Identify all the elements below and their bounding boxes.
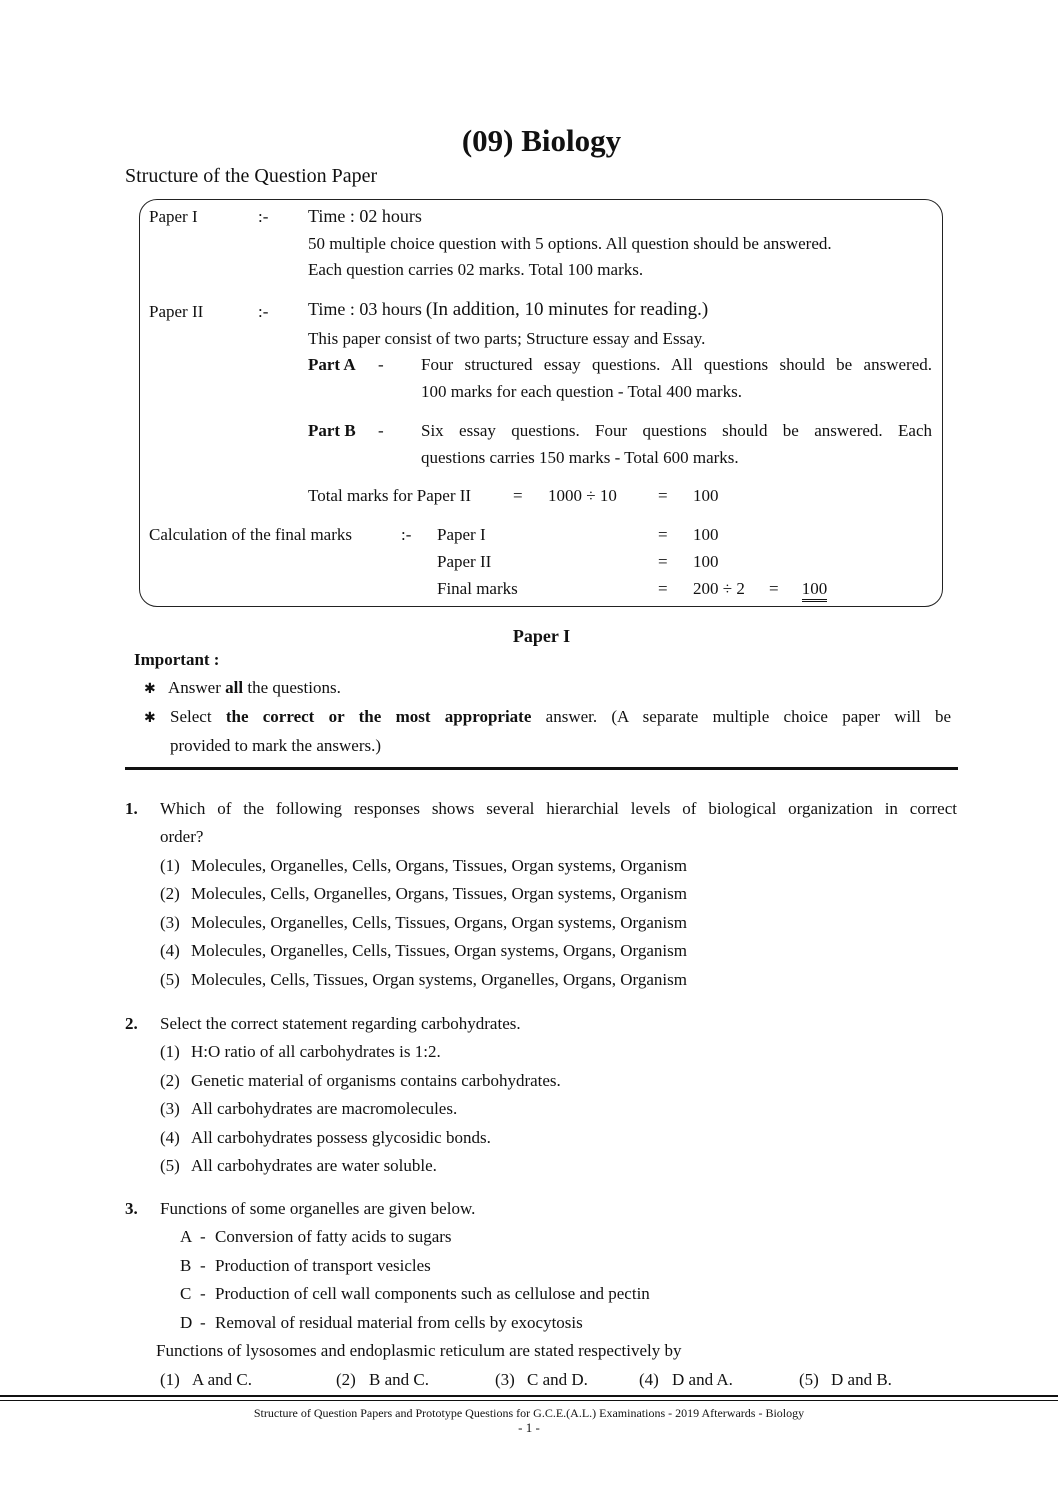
final-row-eq2: = — [769, 579, 779, 598]
option-number: (1) — [160, 1370, 180, 1389]
item-dash: - — [200, 1256, 206, 1275]
final-label: Calculation of the final marks — [149, 525, 352, 544]
section-subtitle: Structure of the Question Paper — [125, 165, 378, 187]
option-text: D and B. — [831, 1370, 892, 1389]
item-text: Production of transport vesicles — [215, 1256, 431, 1275]
option-number: (3) — [495, 1370, 515, 1389]
important-item-2-line2: provided to mark the answers.) — [170, 736, 382, 755]
bullet-icon: ✱ — [144, 711, 156, 726]
important-item-2 — [170, 707, 951, 727]
item-text: Removal of residual material from cells by exocytosis — [215, 1313, 583, 1332]
option-number: (5) — [160, 1156, 180, 1175]
option-number: (3) — [160, 1099, 180, 1118]
total-value: 100 — [693, 486, 719, 505]
paper2-label: Paper II — [149, 302, 204, 321]
paper2-time-extra: (In addition, 10 minutes for reading.) — [425, 299, 709, 320]
option-number: (1) — [160, 856, 180, 875]
question-number: 2. — [125, 1014, 138, 1033]
partA-dash: - — [378, 355, 384, 374]
final-row-eq: = — [658, 579, 668, 598]
option-text: Molecules, Cells, Organelles, Organs, Tissues, Organ systems, Organism — [191, 884, 687, 903]
page-number: - 1 - — [518, 1420, 540, 1435]
item-key: D — [180, 1313, 193, 1332]
footer-text: Structure of Question Papers and Prototype Questions for G.C.E.(A.L.) Examinations - 2019 Afterwards - Biology — [253, 1406, 805, 1420]
option-text: Molecules, Cells, Tissues, Organ systems, Organelles, Organs, Organism — [191, 970, 687, 989]
option-text: All carbohydrates are water soluble. — [191, 1156, 437, 1175]
paper2-time-line — [308, 299, 708, 321]
total-eq2: = — [658, 486, 668, 505]
option-number: (2) — [336, 1370, 356, 1389]
footer-rule-bottom — [0, 1400, 1058, 1401]
paper1-time: Time : 02 hours — [308, 206, 422, 226]
item-key: A — [180, 1227, 193, 1246]
final-row-eq: = — [658, 552, 668, 571]
option-text: Molecules, Organelles, Cells, Organs, Tissues, Organ systems, Organism — [191, 856, 687, 875]
important-item-1-bold: all — [225, 678, 244, 697]
paper1-description: 50 multiple choice question with 5 options. All question should be answered. — [308, 234, 832, 253]
option-number: (2) — [160, 1071, 180, 1090]
item-dash: - — [200, 1313, 206, 1332]
total-label: Total marks for Paper II — [308, 486, 472, 505]
option-number: (4) — [160, 941, 180, 960]
option-text: D and A. — [672, 1370, 733, 1389]
option-text: H:O ratio of all carbohydrates is 1:2. — [191, 1042, 441, 1061]
paper2-intro: This paper consist of two parts; Structure essay and Essay. — [308, 329, 706, 348]
final-row-value: 200 ÷ 2 — [693, 579, 745, 598]
item-dash: - — [200, 1227, 206, 1246]
option-text: All carbohydrates possess glycosidic bonds. — [191, 1128, 491, 1147]
total-expression: 1000 ÷ 10 — [548, 486, 617, 505]
option-text: B and C. — [369, 1370, 429, 1389]
page-title: (09) Biology — [461, 123, 622, 158]
option-number: (5) — [799, 1370, 819, 1389]
final-separator: :- — [401, 525, 412, 544]
important-item-1-post: the questions. — [243, 678, 341, 697]
partA-line2: 100 marks for each question - Total 400 marks. — [421, 382, 742, 401]
partA-line1: Four structured essay questions. All questions should be answered. — [421, 355, 932, 374]
final-row-eq: = — [658, 525, 668, 544]
option-number: (2) — [160, 884, 180, 903]
final-row-label: Paper II — [437, 552, 492, 571]
important-item-2-post: answer. (A separate multiple choice paper will be — [531, 707, 951, 726]
final-result-value: 100 — [802, 579, 828, 602]
question-stem: Functions of some organelles are given below. — [160, 1199, 476, 1218]
item-dash: - — [200, 1284, 206, 1303]
option-number: (4) — [160, 1128, 180, 1147]
option-text: Molecules, Organelles, Cells, Tissues, Organs, Organ systems, Organism — [191, 913, 687, 932]
paper2-separator: :- — [258, 302, 269, 321]
final-row-label: Final marks — [437, 579, 518, 598]
partB-label: Part B — [308, 421, 356, 440]
option-number: (3) — [160, 913, 180, 932]
option-number: (1) — [160, 1042, 180, 1061]
partA-label: Part A — [308, 355, 356, 374]
important-item-2-bold: the correct or the most appropriate — [225, 707, 532, 726]
final-row-label: Paper I — [437, 525, 486, 544]
partB-dash: - — [378, 421, 384, 440]
question-number: 3. — [125, 1199, 138, 1218]
section-divider — [125, 767, 958, 770]
item-text: Conversion of fatty acids to sugars — [215, 1227, 452, 1246]
question-stem-line2: Functions of lysosomes and endoplasmic reticulum are stated respectively by — [156, 1341, 682, 1360]
paper1-separator: :- — [258, 207, 269, 226]
question-stem: Which of the following responses shows several hierarchial levels of biological organization in correct — [160, 799, 957, 818]
footer-rule-top — [0, 1395, 1058, 1397]
bullet-icon: ✱ — [144, 682, 156, 697]
option-number: (4) — [639, 1370, 659, 1389]
item-key: C — [180, 1284, 192, 1303]
partB-line2: questions carries 150 marks - Total 600 marks. — [421, 448, 739, 467]
question-stem-line2: order? — [160, 827, 204, 846]
option-number: (5) — [160, 970, 180, 989]
paper1-label: Paper I — [149, 207, 198, 226]
option-text: All carbohydrates are macromolecules. — [191, 1099, 458, 1118]
question-stem: Select the correct statement regarding carbohydrates. — [160, 1014, 521, 1033]
final-row-value: 100 — [693, 552, 719, 571]
option-text: A and C. — [192, 1370, 252, 1389]
final-result — [790, 579, 839, 599]
important-item-2-pre: Select — [170, 707, 226, 726]
item-key: B — [180, 1256, 192, 1275]
paper2-time: Time : 03 hours — [308, 299, 422, 319]
final-row-value: 100 — [693, 525, 719, 544]
important-item-1-pre: Answer — [168, 678, 226, 697]
option-text: Molecules, Organelles, Cells, Tissues, Organ systems, Organs, Organism — [191, 941, 687, 960]
paper1-marks: Each question carries 02 marks. Total 100 marks. — [308, 260, 644, 279]
option-text: Genetic material of organisms contains carbohydrates. — [191, 1071, 561, 1090]
partB-line1: Six essay questions. Four questions should be answered. Each — [421, 421, 932, 440]
total-eq1: = — [513, 486, 523, 505]
item-text: Production of cell wall components such as cellulose and pectin — [215, 1284, 650, 1303]
important-heading: Important : — [134, 650, 220, 669]
important-item-1 — [168, 678, 341, 698]
paper1-heading: Paper I — [512, 626, 571, 646]
option-text: C and D. — [527, 1370, 588, 1389]
question-number: 1. — [125, 799, 138, 818]
